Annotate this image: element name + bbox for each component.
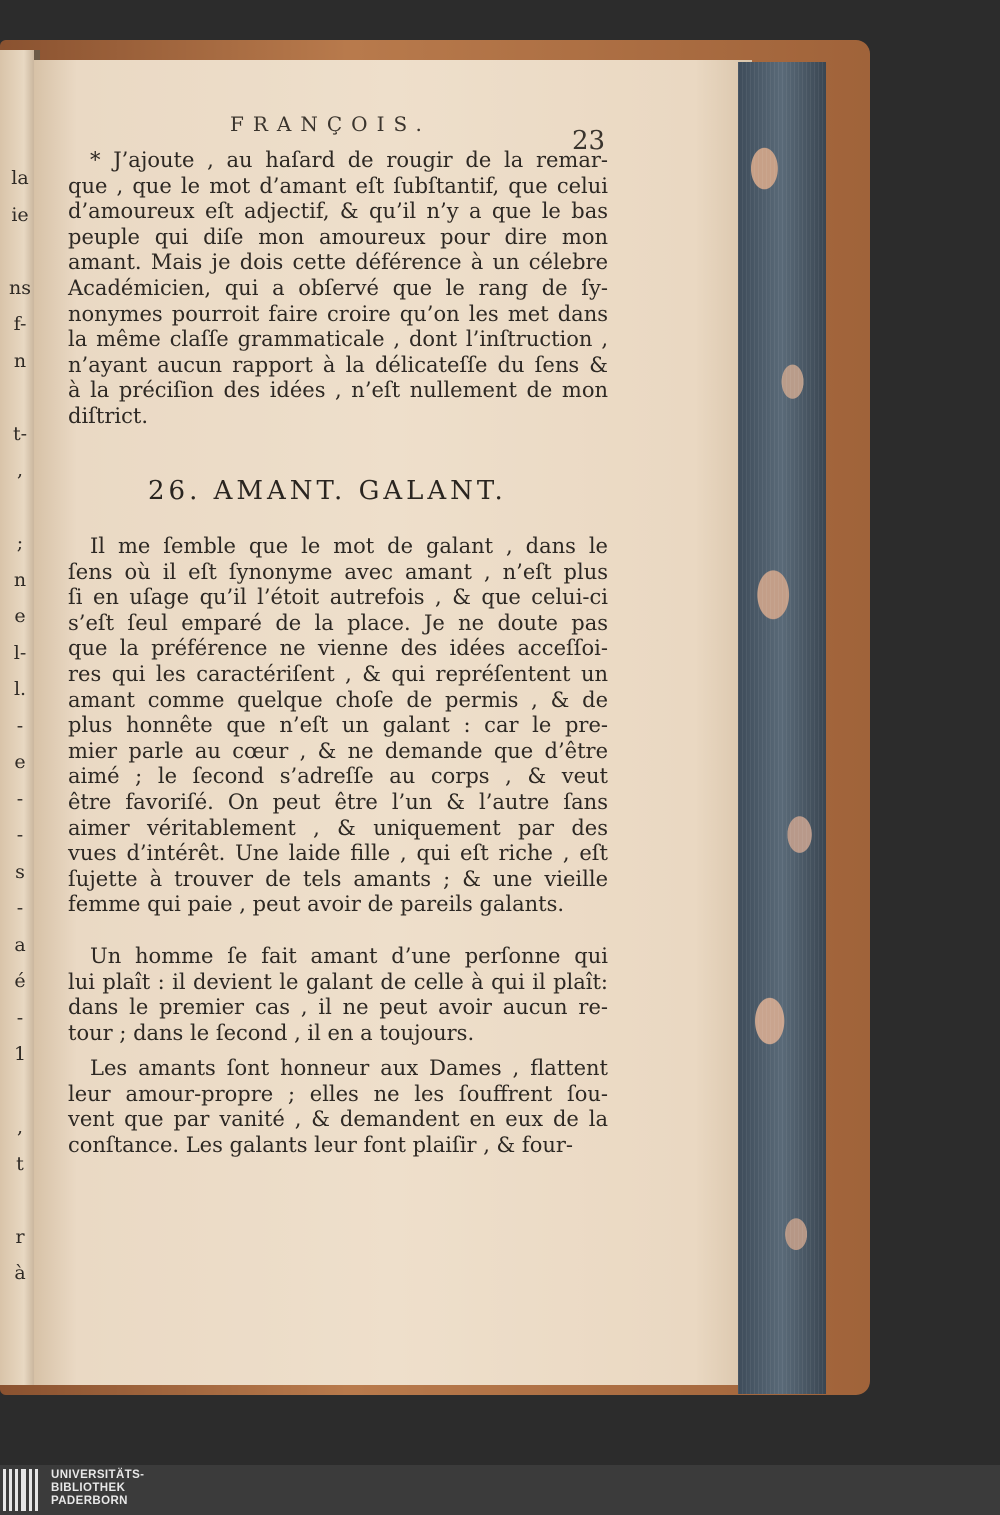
text-line: Un homme ſe fait amant d’une perſonne qui	[90, 944, 608, 968]
page-number: 23	[572, 126, 606, 156]
text-line: d’amoureux eſt adjectif, & qu’il n’y a que le bas	[68, 199, 608, 224]
text-line: que , que le mot d’amant eſt ſubſtantif, que celui	[68, 173, 608, 198]
library-name-line-3: PADERBORN	[51, 1495, 128, 1507]
margin-fragment: t-	[12, 422, 28, 445]
margin-fragment: l-	[13, 641, 27, 664]
margin-fragment: -	[16, 714, 24, 737]
margin-fragment: 1	[13, 1043, 27, 1065]
margin-fragment: s	[15, 860, 25, 883]
margin-fragment: ,	[16, 1116, 24, 1138]
margin-fragment: f-	[13, 313, 27, 335]
margin-fragment: t	[16, 1152, 24, 1175]
text-line: femme qui paie , peut avoir de pareils galants.	[68, 892, 565, 917]
text-line: Il me ſemble que le mot de galant , dans le	[90, 534, 608, 558]
text-line: ſujette à trouver de tels amants ; & une vieille	[68, 866, 608, 891]
text-line: aimer véritablement , & uniquement par des	[68, 815, 608, 840]
text-line: à la préciſion des idées , n’eſt nullement de mon	[68, 378, 608, 403]
margin-fragment: ns	[9, 276, 31, 299]
text-line: * J’ajoute , au haſard de rougir de la remar-	[90, 148, 608, 172]
text-line: leur amour-propre ; elles ne les ſouffrent ſou-	[68, 1081, 608, 1106]
text-line: nonymes pourroit faire croire qu’on les met dans	[68, 301, 608, 326]
text-line: ſens où il eſt ſynonyme avec amant , n’eſt plus	[68, 559, 608, 584]
text-line: aimé ; le ſecond s’adreſſe au corps , & veut	[68, 764, 608, 789]
text-line: s’eſt ſeul emparé de la place. Je ne doute pas	[68, 610, 608, 635]
margin-fragment: a	[14, 933, 26, 956]
text-line: n’ayant aucun rapport à la délicateſſe du ſens &	[68, 352, 608, 377]
paragraph-homme	[68, 944, 608, 1046]
text-line: amant. Mais je dois cette déférence à un célebre	[68, 250, 608, 275]
paragraph-amant-galant	[68, 534, 608, 918]
text-line: vues d’intérêt. Une laide fille , qui eſt riche , eſt	[68, 841, 608, 866]
margin-fragment: ie	[11, 203, 29, 226]
text-line: la même claſſe grammaticale , dont l’inſtruction ,	[68, 327, 608, 352]
margin-fragment: n	[13, 349, 27, 372]
text-line: vent que par vanité , & demandent en eux de la	[68, 1107, 608, 1132]
text-line: mier parle au cœur , & ne demande que d’être	[68, 738, 608, 763]
footnote-paragraph	[68, 148, 608, 430]
margin-fragment: l.	[13, 678, 27, 700]
margin-fragment: e	[14, 751, 26, 773]
text-line: diſtrict.	[68, 403, 149, 428]
margin-fragment: à	[14, 1262, 26, 1284]
library-footer	[0, 1465, 1000, 1515]
library-logo-icon	[3, 1469, 43, 1511]
margin-fragment: é	[14, 970, 26, 992]
margin-fragment: -	[16, 824, 24, 846]
margin-fragment: e	[14, 605, 26, 627]
margin-fragment: n	[13, 568, 27, 591]
text-line: ſi en uſage qu’il l’étoit autrefois , & que celui-ci	[68, 585, 608, 610]
margin-fragment: ,	[16, 459, 24, 481]
text-line: peuple qui diſe mon amoureux pour dire mon	[68, 224, 608, 249]
section-heading: 26. AMANT. GALANT.	[148, 476, 507, 506]
text-line: tour ; dans le ſecond , il en a toujours.	[68, 1020, 475, 1045]
running-head: FRANÇOIS.	[230, 112, 431, 136]
library-name-line-2: BIBLIOTHEK	[51, 1482, 126, 1494]
library-name-line-1: UNIVERSITÄTS-	[51, 1469, 145, 1481]
marbled-fore-edge	[738, 62, 826, 1394]
margin-fragment: ;	[16, 532, 24, 554]
margin-fragment: -	[16, 1006, 24, 1029]
text-line: être favoriſé. On peut être l’un & l’autre ſans	[68, 789, 608, 814]
margin-fragment: r	[15, 1225, 25, 1248]
paragraph-amants	[68, 1056, 608, 1158]
text-line: Académicien, qui a obſervé que le rang de ſy-	[68, 275, 608, 300]
library-name	[51, 1469, 144, 1508]
text-line: dans le premier cas , il ne peut avoir aucun re-	[68, 995, 608, 1020]
text-line: conſtance. Les galants leur font plaiſir , & four-	[68, 1132, 573, 1157]
text-line: amant comme quelque choſe de permis , & de	[68, 687, 608, 712]
text-line: res qui les caractériſent , & qui repréſentent un	[68, 661, 608, 686]
margin-fragment: -	[16, 787, 24, 810]
margin-fragment: la	[11, 167, 29, 189]
text-line: lui plaît : il devient le galant de celle à qui il plaît:	[68, 969, 608, 994]
text-line: Les amants ſont honneur aux Dames , flattent	[90, 1056, 608, 1080]
text-line: que la préférence ne vienne des idées acceſſoi-	[68, 636, 608, 661]
text-line: plus honnête que n’eſt un galant : car le pre-	[68, 713, 608, 738]
margin-fragment: -	[16, 897, 24, 919]
